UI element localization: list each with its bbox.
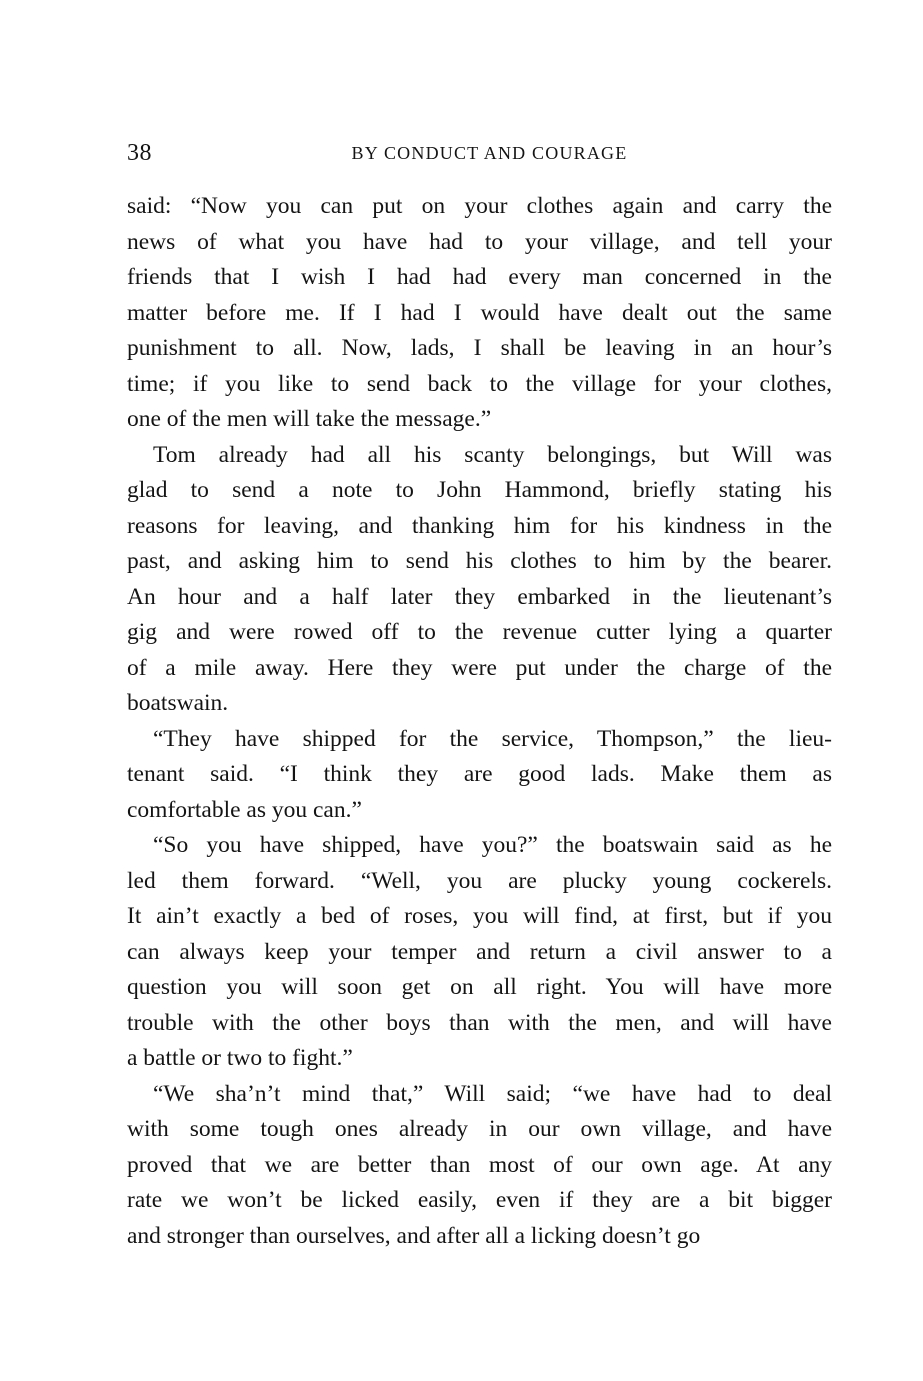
paragraph [127,189,832,438]
page-number: 38 [127,140,152,166]
text-line: proved that we are better than most of our own age. At any [127,1151,832,1178]
text-line: a battle or two to fight.” [127,1045,353,1071]
text-line: question you will soon get on all right. You will have more [127,974,832,1000]
text-line: and stronger than ourselves, and after all a licking doesn’t go [127,1222,701,1249]
text-line: news of what you have had to your village, and tell your [127,228,832,255]
running-title: BY CONDUCT AND COURAGE [351,143,628,163]
paragraph [127,828,832,1077]
running-head [127,140,832,172]
text-line: “We sha’n’t mind that,” Will said; “we have had to deal [153,1080,832,1107]
text-line: rate we won’t be licked easily, even if they are a bit bigger [127,1187,832,1213]
text-line: reasons for leaving, and thanking him for his kindness in the [127,512,832,539]
text-line: “They have shipped for the service, Thompson,” the lieu- [153,725,832,752]
text-line: boatswain. [127,690,229,716]
text-line: comfortable as you can.” [127,796,362,823]
text-line: gig and were rowed off to the revenue cutter lying a quarter [127,619,832,645]
paragraph [127,722,832,829]
text-line: punishment to all. Now, lads, I shall be leaving in an hour’s [127,335,832,361]
text-line: friends that I wish I had had every man concerned in the [127,264,832,290]
text-line: led them forward. “Well, you are plucky young cockerels. [127,867,832,894]
text-line: with some tough ones already in our own village, and have [127,1116,832,1142]
text-line: time; if you like to send back to the village for your clothes, [127,370,832,397]
text-line: past, and asking him to send his clothes to him by the bearer. [127,548,832,574]
text-line: tenant said. “I think they are good lads. Make them as [127,761,832,787]
text-line: An hour and a half later they embarked in the lieutenant’s [127,583,832,610]
paragraph [127,438,832,722]
body-text [127,189,832,1254]
text-line: “So you have shipped, have you?” the boatswain said as he [153,832,832,858]
text-line: of a mile away. Here they were put under the charge of the [127,654,832,681]
paragraph [127,1077,832,1255]
text-line: matter before me. If I had I would have dealt out the same [127,299,832,326]
text-line: Tom already had all his scanty belongings, but Will was [153,441,832,468]
text-line: can always keep your temper and return a civil answer to a [127,938,832,965]
text-line: glad to send a note to John Hammond, briefly stating his [127,477,832,503]
text-line: It ain’t exactly a bed of roses, you will find, at first, but if you [127,903,832,929]
text-line: one of the men will take the message.” [127,406,492,432]
text-line: trouble with the other boys than with the men, and will have [127,1009,832,1036]
text-line: said: “Now you can put on your clothes again and carry the [127,193,832,219]
